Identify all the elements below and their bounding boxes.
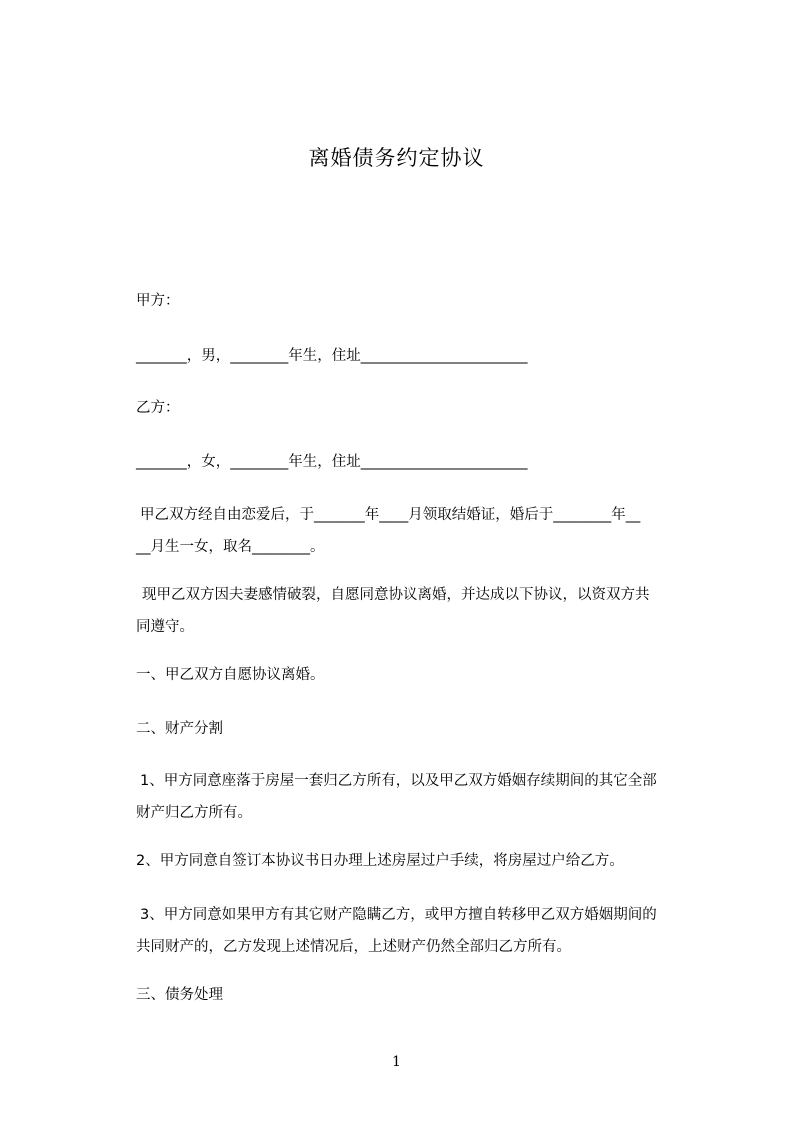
party-a-info: _______，男，________年生，住址_______________________: [136, 348, 528, 364]
item-1-line-2: 财产归乙方所有。: [136, 805, 252, 821]
document-title: 离婚债务约定协议: [308, 146, 485, 170]
purpose-line-2: 同遵守。: [136, 619, 194, 635]
item-1-line-1: 1、甲方同意座落于房屋一套归乙方所有，以及甲乙双方婚姻存续期间的其它全部: [140, 773, 657, 789]
item-1-paragraph: [136, 765, 708, 829]
section-3-heading: 三、债务处理: [136, 987, 223, 1003]
section-1-heading: 一、甲乙双方自愿协议离婚。: [136, 667, 325, 683]
item-3-line-1: 3、甲方同意如果甲方有其它财产隐瞒乙方，或甲方擅自转移甲乙双方婚姻期间的: [140, 907, 657, 923]
item-3-line-2: 共同财产的，乙方发现上述情况后，上述财产仍然全部归乙方所有。: [136, 939, 571, 955]
item-2-paragraph: 2、甲方同意自签订本协议书日办理上述房屋过户手续，将房屋过户给乙方。: [136, 853, 624, 869]
intro-line-2: __月生一女，取名________。: [136, 539, 325, 555]
intro-line-1: 甲乙双方经自由恋爱后，于_______年____月领取结婚证，婚后于________年__: [140, 507, 641, 523]
intro-paragraph: [136, 499, 708, 563]
page-number: 1: [392, 1054, 401, 1070]
party-b-info: _______，女，________年生，住址_______________________: [136, 454, 528, 470]
purpose-line-1: 现甲乙双方因夫妻感情破裂，自愿同意协议离婚，并达成以下协议，以资双方共: [142, 587, 650, 603]
item-3-paragraph: [136, 899, 708, 963]
section-2-heading: 二、财产分割: [136, 721, 223, 737]
party-a-label: 甲方：: [136, 293, 180, 309]
party-b-label: 乙方：: [136, 400, 180, 416]
purpose-paragraph: [136, 579, 708, 643]
